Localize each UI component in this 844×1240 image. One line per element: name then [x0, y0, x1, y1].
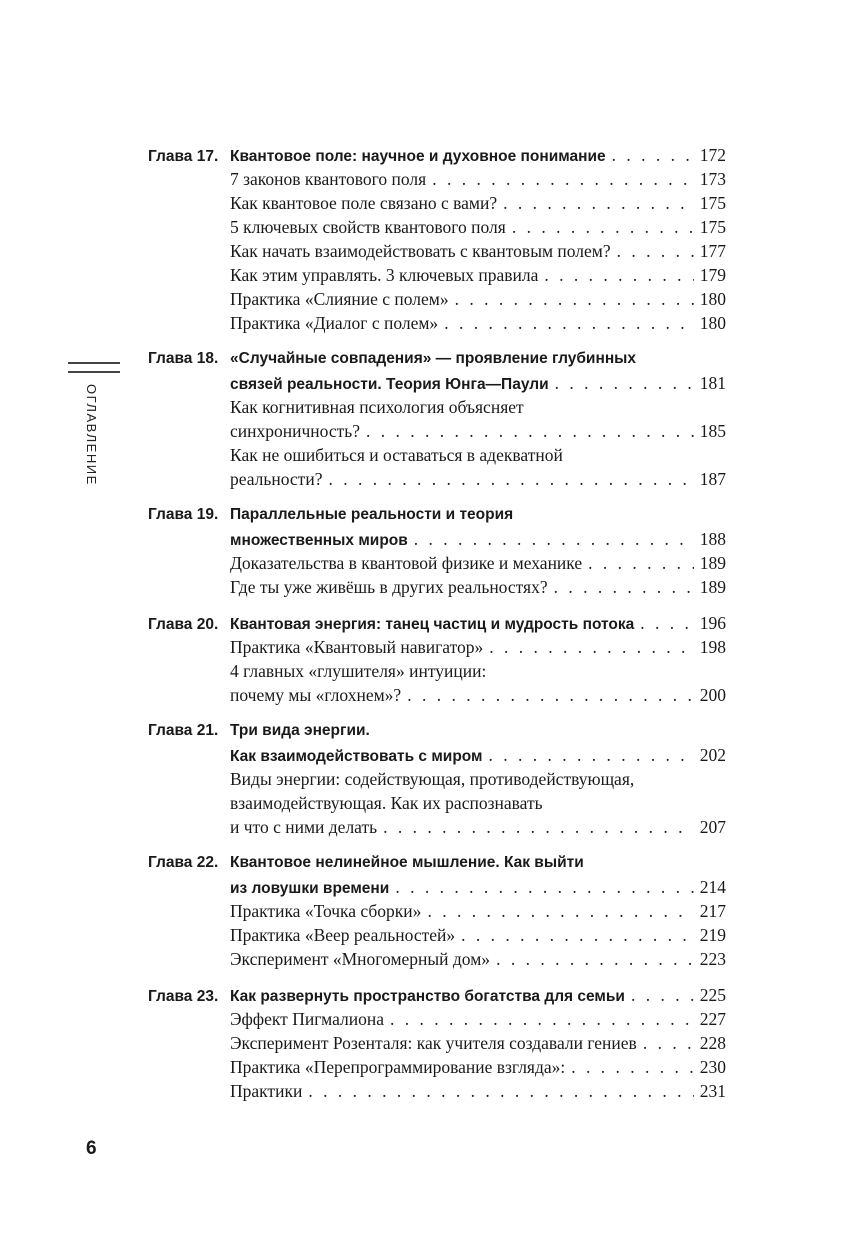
entry-page-number: 202 — [699, 745, 726, 765]
entry-text: Практика «Точка сборки» — [230, 901, 422, 921]
dot-leader — [544, 263, 693, 287]
toc-entry — [148, 167, 726, 191]
toc-entry — [148, 575, 726, 599]
toc-entry — [148, 395, 726, 419]
entry-page-number: 207 — [699, 817, 726, 837]
chapter-title-line — [148, 347, 726, 371]
toc-entry — [148, 791, 726, 815]
toc-entry — [148, 899, 726, 923]
entry-text: Как развернуть пространство богатства для семьи — [230, 988, 625, 1005]
dot-leader — [571, 1055, 693, 1079]
dot-leader — [383, 815, 694, 839]
entry-page-number: 231 — [699, 1081, 726, 1101]
entry-page-number: 217 — [699, 901, 726, 921]
entry-text: связей реальности. Теория Юнга—Паули — [230, 376, 549, 393]
chapter-label: Глава 18. — [148, 350, 219, 367]
entry-text: Практика «Диалог с полем» — [230, 313, 439, 333]
entry-page-number: 172 — [699, 145, 726, 165]
entry-text: 5 ключевых свойств квантового поля — [230, 217, 506, 237]
entry-text: Практика «Веер реальностей» — [230, 925, 456, 945]
chapter-label: Глава 23. — [148, 988, 219, 1005]
toc-entry — [148, 815, 726, 839]
dot-leader — [489, 635, 693, 659]
table-of-contents — [148, 143, 726, 1115]
entry-text: Доказательства в квантовой физике и механике — [230, 553, 583, 573]
entry-text: Квантовое поле: научное и духовное понимание — [230, 148, 606, 165]
entry-text: Виды энергии: содействующая, противодействующая, — [230, 769, 635, 789]
entry-page-number: 228 — [699, 1033, 726, 1053]
entry-page-number: 181 — [699, 373, 726, 393]
entry-text: Как взаимодействовать с миром — [230, 748, 483, 765]
entry-text: Как начать взаимодействовать с квантовым полем? — [230, 241, 611, 261]
dot-leader — [503, 191, 694, 215]
sidebar-divider — [68, 362, 120, 373]
toc-chapter — [148, 143, 726, 335]
chapter-title-line — [148, 371, 726, 395]
toc-entry — [148, 659, 726, 683]
toc-entry — [148, 419, 726, 443]
dot-leader — [489, 743, 694, 767]
entry-text: из ловушки времени — [230, 880, 390, 897]
toc-chapter — [148, 851, 726, 971]
toc-entry — [148, 551, 726, 575]
entry-text: Как не ошибиться и оставаться в адекватной — [230, 445, 563, 465]
dot-leader — [414, 527, 694, 551]
chapter-label: Глава 22. — [148, 854, 219, 871]
entry-text: Параллельные реальности и теория — [230, 506, 514, 523]
toc-chapter — [148, 611, 726, 707]
chapter-title-line — [148, 743, 726, 767]
entry-text: множественных миров — [230, 532, 408, 549]
toc-entry — [148, 767, 726, 791]
entry-text: Эффект Пигмалиона — [230, 1009, 384, 1029]
chapter-title-line — [148, 719, 726, 743]
dot-leader — [555, 371, 694, 395]
entry-text: Эксперимент Розенталя: как учителя создавали гениев — [230, 1033, 637, 1053]
entry-text: Практика «Слияние с полем» — [230, 289, 449, 309]
toc-entry — [148, 1079, 726, 1103]
dot-leader — [512, 215, 694, 239]
entry-page-number: 179 — [699, 265, 726, 285]
entry-text: Квантовая энергия: танец частиц и мудрость потока — [230, 616, 635, 633]
dot-leader — [461, 923, 694, 947]
entry-page-number: 225 — [699, 985, 726, 1005]
toc-entry — [148, 467, 726, 491]
dot-leader — [366, 419, 694, 443]
toc-entry — [148, 287, 726, 311]
entry-page-number: 189 — [699, 577, 726, 597]
entry-text: 7 законов квантового поля — [230, 169, 427, 189]
entry-text: Где ты уже живёшь в других реальностях? — [230, 577, 548, 597]
toc-entry — [148, 1055, 726, 1079]
chapter-label: Глава 21. — [148, 722, 219, 739]
toc-chapter — [148, 719, 726, 839]
entry-text: Три вида энергии. — [230, 722, 370, 739]
toc-entry — [148, 191, 726, 215]
entry-text: взаимодействующая. Как их распознавать — [230, 793, 543, 813]
chapter-title-line — [148, 611, 726, 635]
toc-entry — [148, 923, 726, 947]
entry-text: Практика «Квантовый навигатор» — [230, 637, 484, 657]
chapter-title-line — [148, 983, 726, 1007]
chapter-title-line — [148, 503, 726, 527]
toc-entry — [148, 263, 726, 287]
dot-leader — [631, 983, 694, 1007]
entry-page-number: 227 — [699, 1009, 726, 1029]
entry-text: Эксперимент «Многомерный дом» — [230, 949, 491, 969]
entry-page-number: 188 — [699, 529, 726, 549]
entry-page-number: 187 — [699, 469, 726, 489]
entry-page-number: 177 — [699, 241, 726, 261]
toc-chapter — [148, 503, 726, 599]
entry-page-number: 196 — [699, 613, 726, 633]
toc-entry — [148, 947, 726, 971]
entry-text: «Случайные совпадения» — проявление глубинных — [230, 350, 637, 367]
chapter-label: Глава 17. — [148, 148, 219, 165]
toc-entry — [148, 443, 726, 467]
entry-text: реальности? — [230, 469, 323, 489]
dot-leader — [455, 287, 694, 311]
dot-leader — [643, 1031, 694, 1055]
dot-leader — [617, 239, 694, 263]
entry-text: и что с ними делать — [230, 817, 378, 837]
toc-chapter — [148, 983, 726, 1103]
dot-leader — [444, 311, 694, 335]
entry-page-number: 230 — [699, 1057, 726, 1077]
dot-leader — [395, 875, 693, 899]
dot-leader — [554, 575, 694, 599]
entry-text: Как когнитивная психология объясняет — [230, 397, 524, 417]
entry-page-number: 175 — [699, 217, 726, 237]
entry-page-number: 180 — [699, 289, 726, 309]
chapter-title-line — [148, 851, 726, 875]
entry-text: Как квантовое поле связано с вами? — [230, 193, 498, 213]
dot-leader — [588, 551, 694, 575]
entry-text: Как этим управлять. 3 ключевых правила — [230, 265, 539, 285]
entry-page-number: 198 — [699, 637, 726, 657]
toc-entry — [148, 683, 726, 707]
sidebar-label: ОГЛАВЛЕНИЕ — [84, 384, 99, 486]
entry-page-number: 185 — [699, 421, 726, 441]
chapter-title-line — [148, 527, 726, 551]
toc-entry — [148, 1007, 726, 1031]
dot-leader — [427, 899, 693, 923]
chapter-title-line — [148, 875, 726, 899]
toc-entry — [148, 239, 726, 263]
entry-text: 4 главных «глушителя» интуиции: — [230, 661, 487, 681]
entry-text: Квантовое нелинейное мышление. Как выйти — [230, 854, 584, 871]
dot-leader — [390, 1007, 694, 1031]
entry-page-number: 219 — [699, 925, 726, 945]
toc-entry — [148, 311, 726, 335]
dot-leader — [328, 467, 693, 491]
chapter-title-line — [148, 143, 726, 167]
toc-entry — [148, 635, 726, 659]
toc-chapter — [148, 347, 726, 491]
page-number: 6 — [86, 1138, 97, 1159]
dot-leader — [432, 167, 694, 191]
dot-leader — [612, 143, 694, 167]
toc-entry — [148, 215, 726, 239]
entry-page-number: 214 — [699, 877, 726, 897]
entry-page-number: 180 — [699, 313, 726, 333]
entry-text: Практика «Перепрограммирование взгляда»: — [230, 1057, 566, 1077]
dot-leader — [496, 947, 694, 971]
entry-page-number: 173 — [699, 169, 726, 189]
dot-leader — [308, 1079, 693, 1103]
entry-text: почему мы «глохнем»? — [230, 685, 402, 705]
chapter-label: Глава 20. — [148, 616, 219, 633]
dot-leader — [407, 683, 694, 707]
entry-page-number: 200 — [699, 685, 726, 705]
entry-page-number: 189 — [699, 553, 726, 573]
entry-page-number: 223 — [699, 949, 726, 969]
entry-text: синхроничность? — [230, 421, 360, 441]
chapter-label: Глава 19. — [148, 506, 219, 523]
entry-text: Практики — [230, 1081, 303, 1101]
entry-page-number: 175 — [699, 193, 726, 213]
toc-entry — [148, 1031, 726, 1055]
dot-leader — [640, 611, 693, 635]
